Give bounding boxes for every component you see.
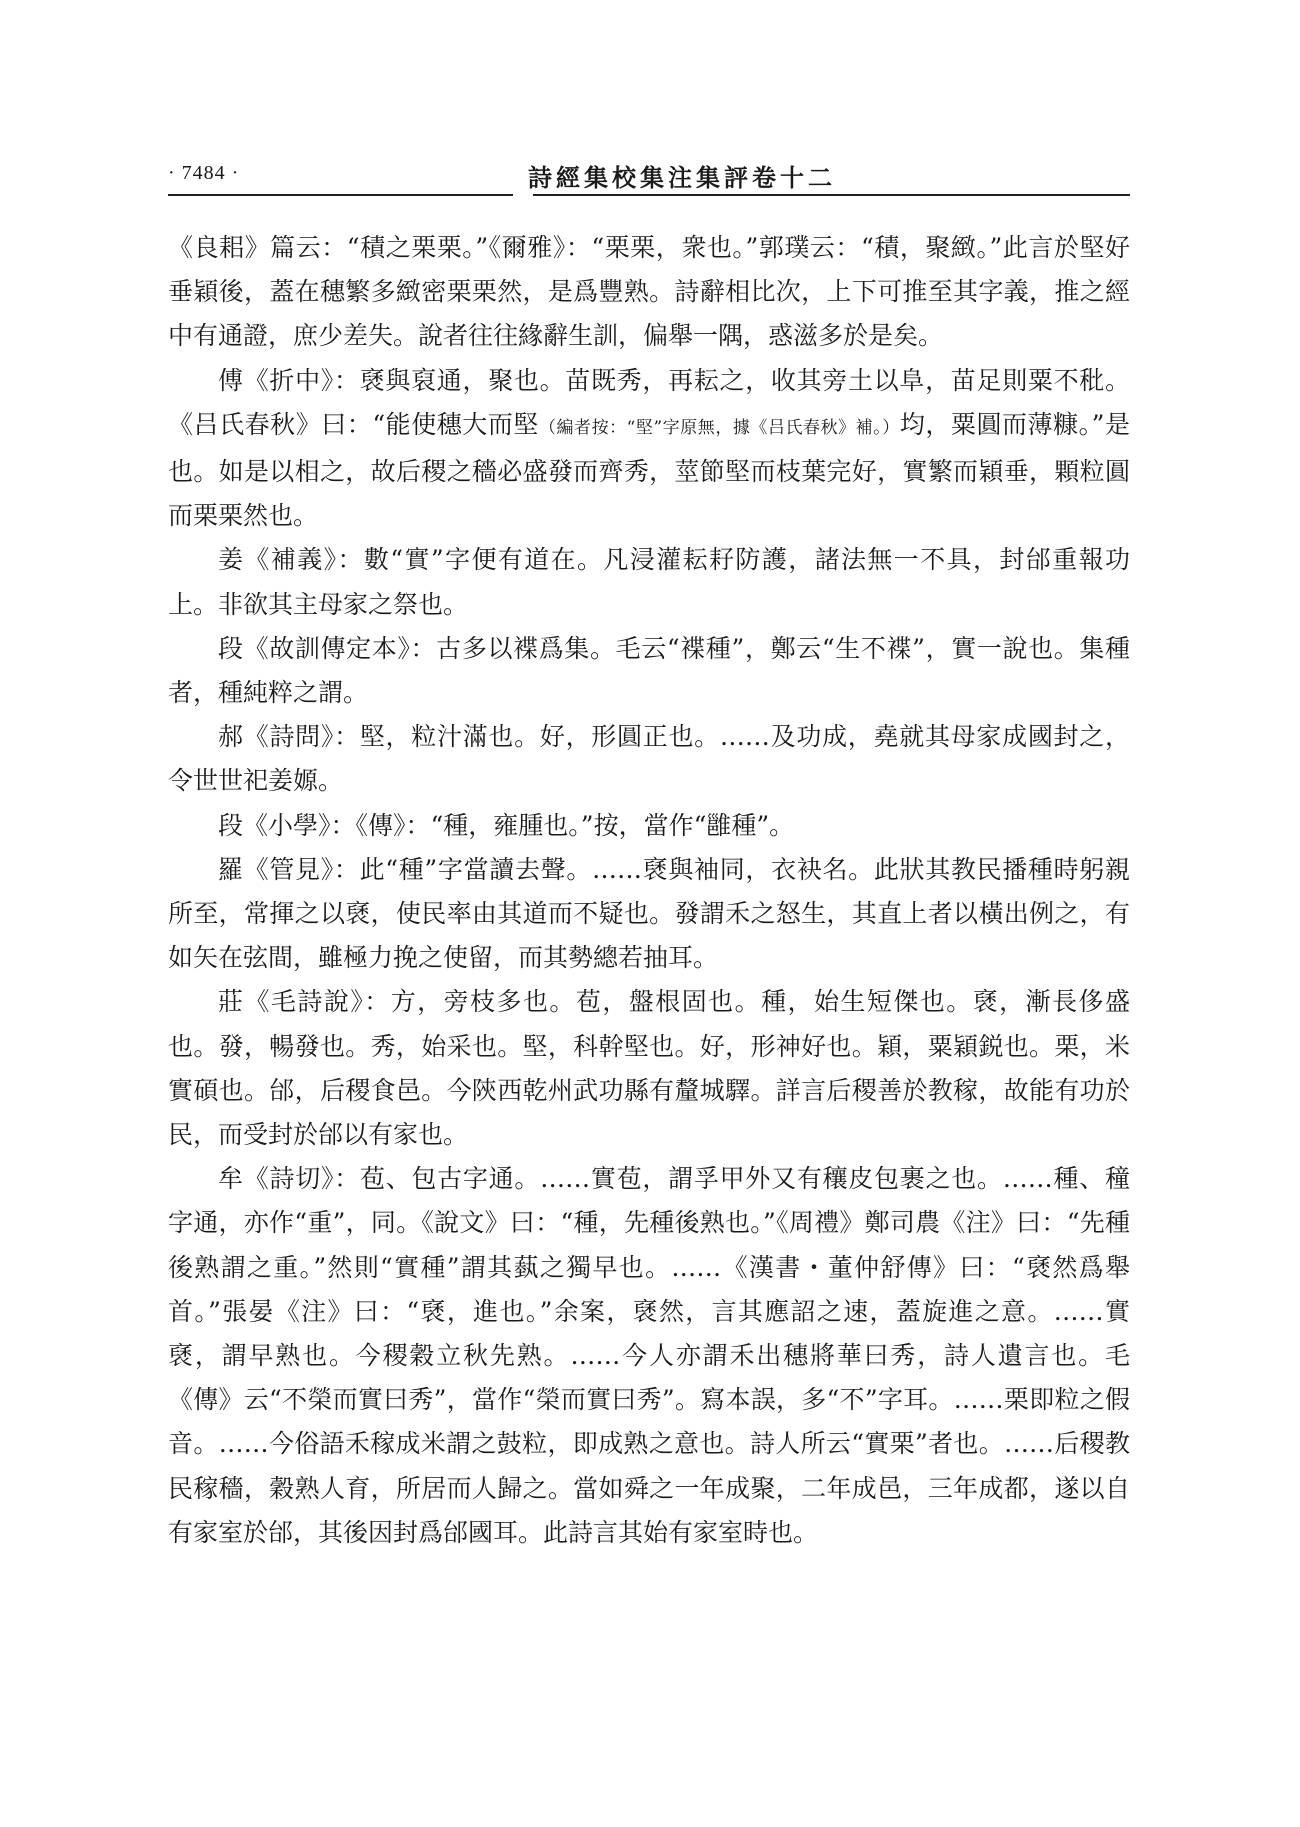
paragraph-text: 傅《折中》：褎與裒通，聚也。苗既秀，再耘之，收其旁土以阜，苗足則粟不秕。《吕氏春秋》曰：“能使穗大而堅	[168, 365, 1130, 439]
header-rule-left	[168, 194, 513, 196]
paragraph-mou-shiqie: 牟《詩切》：苞、包古字通。……實苞，謂孚甲外又有穰皮包裹之也。……種、穜字通，亦作“重”，同。《說文》曰：“種，先種後熟也。”《周禮》鄭司農《注》曰：“先種後熟謂之重。”然則“實種”謂其蓺之獨早也。……《漢書・董仲舒傳》曰：“褎然爲舉首。”張晏《注》曰：“褎，進也。”余案，褎然，言其應詔之速，蓋旋進之意。……實褎，謂早熟也。今稷穀立秋先熟。……今人亦謂禾出穗將華曰秀，詩人遺言也。毛《傳》云“不榮而實曰秀”，當作“榮而實曰秀”。寫本誤，多“不”字耳。……栗即粒之假音。……今俗語禾稼成米謂之鼓粒，即成熟之意也。詩人所云“實栗”者也。……后稷教民稼穡，穀熟人育，所居而人歸之。當如舜之一年成聚，二年成邑，三年成都，遂以自有家室於邰，其後因封爲邰國耳。此詩言其始有家室時也。	[168, 1164, 1130, 1547]
paragraph-fu-zhezhong	[168, 359, 1130, 539]
paragraph-text: 均，粟圓而薄糠。”是也。如是以相之，故后稷之穡必盛發而齊秀，莖節堅而枝葉完好，實繁而穎垂，顆粒圓而栗栗然也。	[168, 409, 1130, 531]
paragraph-duan-guxun: 段《故訓傳定本》：古多以褋爲集。毛云“褋種”，鄭云“生不褋”，實一說也。集種者，種純粹之謂。	[168, 633, 1130, 708]
paragraph-hao-shiwen: 郝《詩問》：堅，粒汁滿也。好，形圓正也。……及功成，堯就其母家成國封之，令世世祀姜嫄。	[168, 722, 1130, 796]
paragraph-jiang-buyi: 姜《補義》：數“實”字便有道在。凡浸灌耘耔防護，諸法無一不具，封邰重報功上。非欲其主母家之祭也。	[168, 545, 1130, 619]
paragraph-luo-guanjian: 羅《管見》：此“種”字當讀去聲。……褎與袖同，衣袂名。此狀其教民播種時躬親所至，常揮之以褎，使民率由其道而不疑也。發謂禾之怒生，其直上者以橫出例之，有如矢在弦間，雖極力挽之使留，而其勢總若抽耳。	[168, 854, 1130, 973]
editor-note: （編者按：“堅”字原無，據《吕氏春秋》補。）	[538, 417, 900, 438]
page-header	[168, 158, 1130, 198]
header-rule-right	[533, 194, 1130, 196]
paragraph-duan-xiaoxue: 段《小學》：《傳》：“種，雍腫也。”按，當作“雝種”。	[218, 810, 795, 840]
paragraph-zhuang-maoshishuo: 莊《毛詩說》：方，旁枝多也。苞，盤根固也。種，始生短傑也。褎，漸長侈盛也。發，暢發也。秀，始采也。堅，科幹堅也。好，形神好也。穎，粟穎鋭也。栗，米實碩也。邰，后稷食邑。今陝西乾州武功縣有釐城驛。詳言后稷善於教稼，故能有功於民，而受封於邰以有家也。	[168, 987, 1130, 1150]
body-text	[168, 226, 1130, 1555]
running-title: 詩經集校集注集評卷十二	[528, 163, 836, 192]
paragraph-liang-si: 《良耜》篇云：“積之栗栗。”《爾雅》：“栗栗，衆也。”郭璞云：“積，聚緻。”此言於堅好垂穎後，蓋在穗繁多緻密栗栗然，是爲豐熟。詩辭相比次，上下可推至其字義，推之經中有通證，庶少差失。說者往往緣辭生訓，偏舉一隅，惑滋多於是矣。	[168, 233, 1130, 351]
page-number: · 7484 ·	[168, 162, 240, 184]
